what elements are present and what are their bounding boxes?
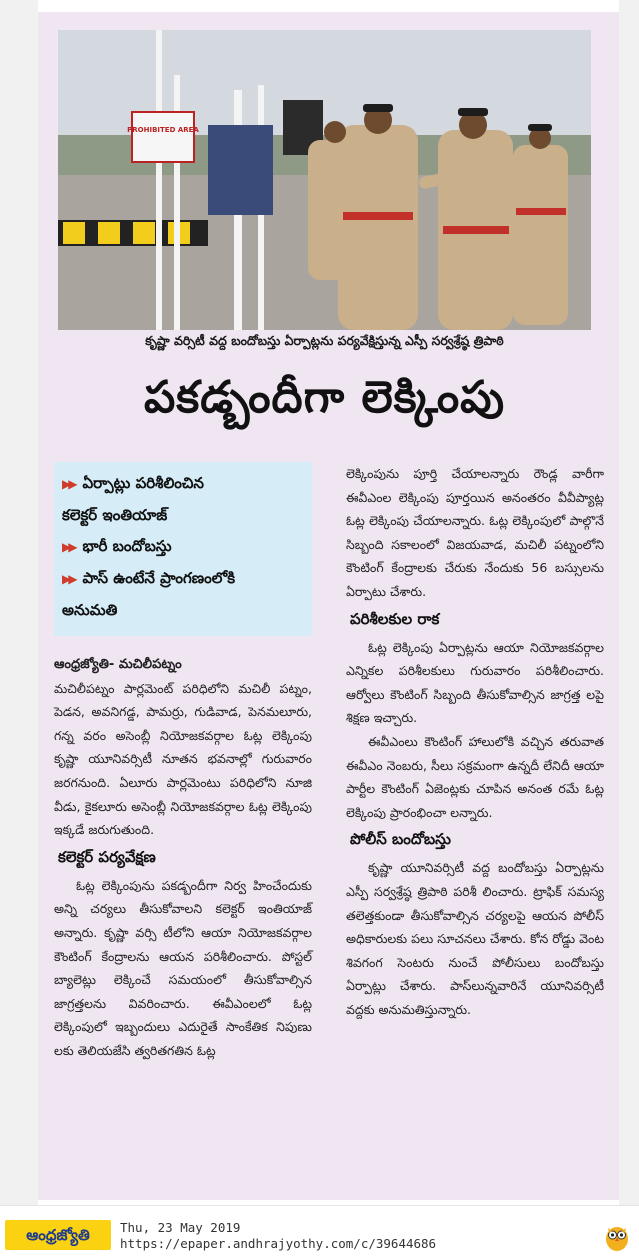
subheading-collector: కలెక్టర్ పర్యవేక్షణ xyxy=(58,847,156,866)
publish-date: Thu, 23 May 2019 xyxy=(120,1220,241,1235)
article-paragraph: మచిలీపట్నం పార్లమెంట్ పరిధిలోని మచిలీ పట్నం, పెడన, అవనిగడ్డ, పామర్రు, గుడివాడ, పెనమలూరు, గన్న వరం అసెంబ్లీ నియోజకవర్గాల ఓట్ల లెక్కింపు కృష్ణా యూనివర్సిటీ నూతన భవనాల్లో గురువారం జరగనుంది. ఏలూరు పార్లమెంటు పరిధిలోని నూజి వీడు, కైకలూరు అసెంబ్లీ నియోజకవర్గాల ఓట్ల లెక్కింపు ఇక్కడే జరుగుతుంది. xyxy=(54,680,312,838)
article-paragraph: ఓట్ల లెక్కింపు ఏర్పాట్లను ఆయా నియోజకవర్గాల ఎన్నికల పరిశీలకులు గురువారం పరిశీలించారు. ఆర్వోలు కౌంటింగ్ సిబ్బంది తీసుకోవాల్సిన జాగ్రత్త లపై శిక్షణ ఇచ్చారు. xyxy=(346,639,604,726)
dateline: ఆంధ్రజ్యోతి- మచిలీపట్నం xyxy=(54,657,182,672)
highlight-1-cont: కలెక్టర్ ఇంతియాజ్ xyxy=(62,506,168,524)
svg-text:PROHIBITED AREA: PROHIBITED AREA xyxy=(127,126,199,134)
andhrajyothy-logo[interactable]: ఆంధ్రజ్యోతి xyxy=(5,1220,111,1250)
article-paragraph: లెక్కింపును పూర్తి చేయాలన్నారు రౌండ్ల వారీగా ఈవీఎంల లెక్కింపు పూర్తయిన అనంతరం వీవీప్యాట్ల ఓట్ల లెక్కింపు చేయాలన్నారు. ఓట్ల లెక్కింపులో పాల్గొనే సిబ్బంది సకాలంలో విజయవాడ, మచిలీ పట్నంలోని కౌంటింగ్ కేంద్రాలకు చేరుకు నేందుకు 56 బస్సులను ఏర్పాటు చేశారు. xyxy=(346,466,604,599)
double-arrow-icon: ▶▶ xyxy=(62,477,75,491)
subheading-police: పోలీస్ బందోబస్తు xyxy=(350,830,451,849)
scan-edge-left xyxy=(0,0,38,1205)
news-photo xyxy=(58,30,591,330)
right-column xyxy=(346,462,604,1021)
highlights-box xyxy=(54,462,312,636)
article-paragraph: ఈవీఎంలు కౌంటింగ్ హాలులోకి వచ్చిన తరువాత ఈవీఎం నెంబరు, సీలు సక్రమంగా ఉన్నదీ లేనిదీ ఆయా పార్టీల కౌంటింగ్ ఏజెంట్లకు చూపిన అనంత రమే ఓట్ల లెక్కింపు ప్రారంభించా లన్నారు. xyxy=(346,733,604,820)
highlight-2: ▶▶ భారీ బందోబస్తు xyxy=(62,537,172,555)
double-arrow-icon: ▶▶ xyxy=(62,540,75,554)
highlight-3: ▶▶ పాస్ ఉంటేనే ప్రాంగణంలోకి xyxy=(62,569,236,587)
source-url[interactable]: https://epaper.andhrajyothy.com/c/39644686 xyxy=(120,1236,437,1251)
article-paragraph xyxy=(54,652,312,677)
article-paragraph: కృష్ణా యూనివర్సిటీ వద్ద బందోబస్తు ఏర్పాట్లను ఎస్పీ సర్వశ్రేష్ఠ త్రిపాఠి పరిశీ లించారు. ట్రాఫిక్ సమస్య తలెత్తకుండా తీసుకోవాల్సిన చర్యలపై ఆయన పోలీస్ అధికారులకు పలు సూచనలు చేశారు. కోన రోడ్డు వెంట శివగంగ సెంటరు నుంచే పోలీసులు బందోబస్తు ఏర్పాట్లు చేశారు. పాస్‌లున్నవారినే యూనివర్సిటీ వద్దకు అనుమతిస్తున్నారు. xyxy=(346,860,604,1017)
left-column xyxy=(54,462,312,1063)
subheading-observers: పరిశీలకుల రాక xyxy=(350,609,440,628)
article-paragraph: ఓట్ల లెక్కింపును పకడ్బందీగా నిర్వ హించేందుకు అన్ని చర్యలు తీసుకోవాలని కలెక్టర్ ఇంతియాజ్ అన్నారు. కృష్ణా వర్సి టీలోని ఆయా నియోజకవర్గాల కౌంటింగ్ కేంద్రాలను ఆయన పరిశీలించారు. పోస్టల్ బ్యాలెట్లు లెక్కించే సమయంలో తీసుకోవాల్సిన జాగ్రత్తలను వివరించారు. ఈవీఎంలలో ఓట్ల లెక్కింపులో ఇబ్బందులు ఎదురైతే సాంకేతిక నిపుణు లకు తెలియజేసి త్వరితగతిన ఓట్ల xyxy=(54,877,312,1058)
headline: పకడ్బందీగా లెక్కింపు xyxy=(143,372,506,423)
epaper-footer xyxy=(0,1205,639,1259)
photo-caption: కృష్ణా వర్సిటీ వద్ద బందోబస్తు ఏర్పాట్లను పర్యవేక్షిస్తున్న ఎస్పీ సర్వశ్రేష్ఠ త్రిపాఠి xyxy=(145,333,504,348)
barrier-stripes xyxy=(58,220,208,246)
highlight-1: ▶▶ ఏర్పాట్లు పరిశీలించిన xyxy=(62,474,204,492)
double-arrow-icon: ▶▶ xyxy=(62,572,75,586)
highlight-3-cont: అనుమతి xyxy=(62,601,118,619)
scan-edge-right xyxy=(619,0,639,1205)
owl-mascot-icon xyxy=(605,1222,629,1252)
footer-meta xyxy=(120,1220,436,1252)
police-inspection-illustration xyxy=(58,30,591,330)
